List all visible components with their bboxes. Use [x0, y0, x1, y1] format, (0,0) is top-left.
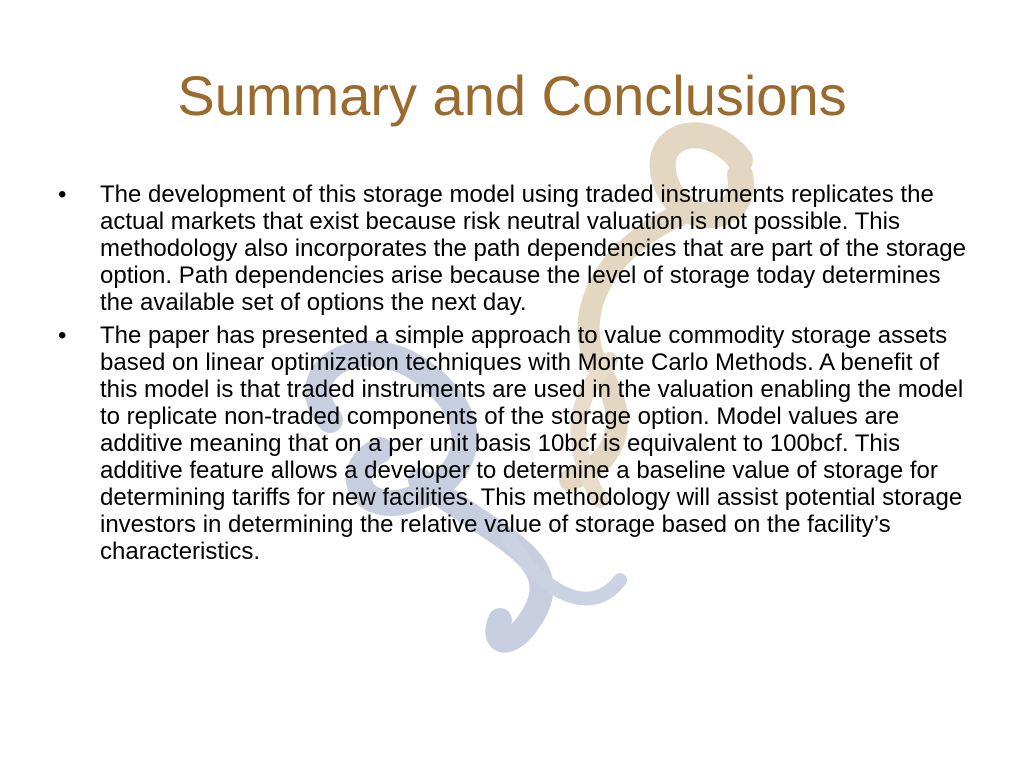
- bullet-text: The paper has presented a simple approach to value commodity storage assets based on linear optimization techniques with Monte Carlo Methods. A benefit of this model is that traded instruments are used in the valuation enabling the model to replicate non-traded components of the storage option. Model values are additive meaning that on a per unit basis 10bcf is equivalent to 100bcf. This additive feature allows a developer to determine a baseline value of storage for determining tariffs for new facilities. This methodology will assist potential storage investors in determining the relative value of storage based on the facility’s characteristics.: [100, 322, 964, 565]
- bullet-item: [58, 322, 978, 565]
- bullet-text: The development of this storage model using traded instruments replicates the actual markets that exist because risk neutral valuation is not possible. This methodology also incorporates the path dependencies that are part of the storage option. Path dependencies arise because the level of storage today determines the available set of options the next day.: [100, 181, 966, 316]
- bullet-icon: •: [58, 181, 67, 208]
- bullet-icon: •: [58, 322, 67, 349]
- bullet-item: [58, 181, 978, 316]
- bullet-list: [58, 181, 978, 571]
- slide-title: Summary and Conclusions: [177, 64, 847, 127]
